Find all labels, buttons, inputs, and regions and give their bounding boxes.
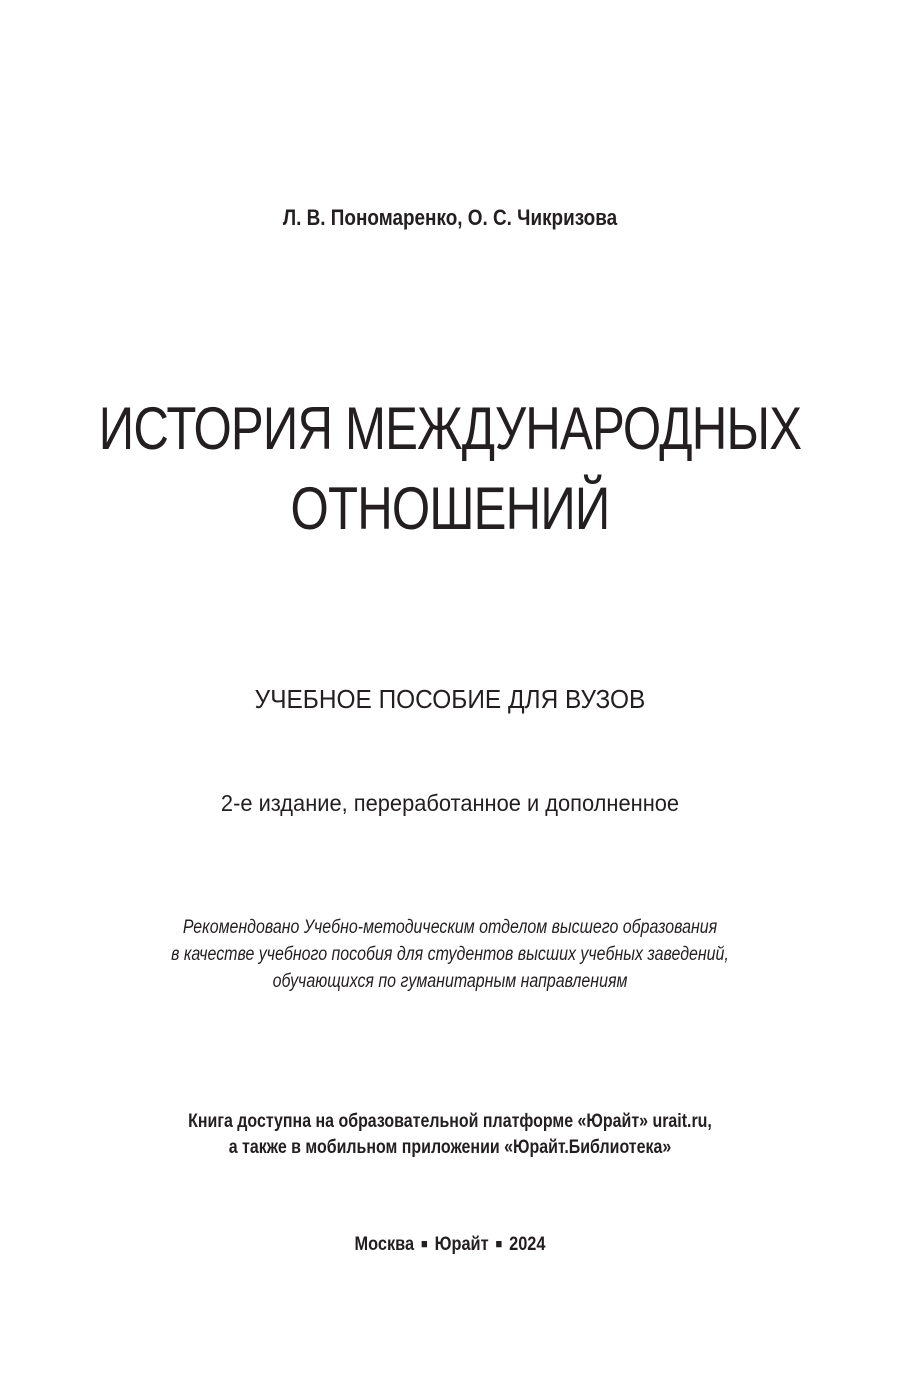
recommendation-line-2: в качестве учебного пособия для студентов высших учебных заведений, — [171, 944, 729, 965]
recommendation-line-1: Рекомендовано Учебно-методическим отделом высшего образования — [182, 917, 718, 938]
imprint-separator-icon: ■ — [420, 1236, 428, 1251]
book-title — [81, 389, 819, 549]
imprint-city: Москва — [354, 1234, 415, 1255]
book-authors: Л. В. Пономаренко, О. С. Чикризова — [282, 205, 618, 230]
book-title-line-1: ИСТОРИЯ МЕЖДУНАРОДНЫХ — [98, 395, 802, 462]
imprint-separator-icon: ■ — [495, 1236, 503, 1251]
edition-note: 2-е издание, переработанное и дополненное — [220, 790, 680, 816]
recommendation-note — [72, 914, 828, 995]
availability-line-1: Книга доступна на образовательной платформе «Юрайт» urait.ru, — [188, 1111, 712, 1132]
availability-note — [72, 1109, 828, 1161]
book-subtitle: УЧЕБНОЕ ПОСОБИЕ ДЛЯ ВУЗОВ — [254, 684, 646, 714]
imprint-publisher: Юрайт — [434, 1234, 489, 1255]
book-title-line-2: ОТНОШЕНИЙ — [290, 475, 610, 542]
availability-line-2: а также в мобильном приложении «Юрайт.Библиотека» — [228, 1137, 672, 1158]
imprint — [63, 1234, 837, 1256]
recommendation-line-3: обучающихся по гуманитарным направлениям — [272, 971, 628, 992]
imprint-year: 2024 — [509, 1234, 546, 1255]
